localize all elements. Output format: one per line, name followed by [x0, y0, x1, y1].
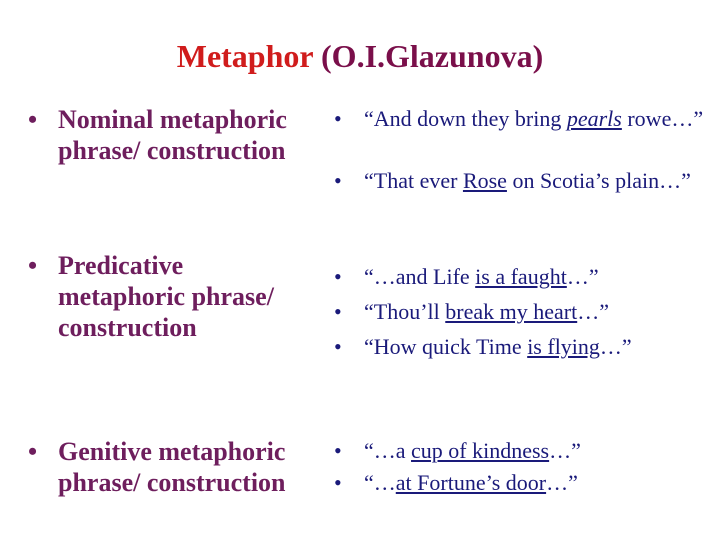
bullet-icon: • [334, 470, 342, 495]
example-post: on Scotia’s plain…” [506, 168, 691, 193]
example-metaphor: is flying [527, 334, 600, 359]
nominal-label-item [28, 104, 328, 166]
predicative-label: Predicative metaphoric phrase/ construction [58, 251, 274, 342]
example-text [334, 297, 704, 326]
bullet-icon: • [334, 438, 342, 463]
nominal-example-1 [334, 104, 704, 133]
example-pre: “How quick Time [364, 334, 528, 359]
example-pre: “… [364, 470, 396, 495]
example-metaphor: is a faught [475, 264, 567, 289]
slide-title [0, 36, 720, 76]
genitive-example-2 [334, 468, 704, 497]
example-text [334, 332, 704, 361]
genitive-example-1 [334, 436, 704, 465]
bullet-icon: • [334, 299, 342, 324]
example-post: …” [546, 470, 578, 495]
example-text [334, 104, 704, 133]
example-text [334, 166, 704, 195]
nominal-label: Nominal metaphoric phrase/ construction [58, 105, 287, 165]
example-text [334, 262, 704, 291]
example-pre: “…a [364, 438, 412, 463]
example-metaphor: at Fortune’s door [395, 470, 547, 495]
example-text [334, 436, 704, 465]
example-pre: “Thou’ll [364, 299, 446, 324]
example-post: rowe…” [621, 106, 704, 131]
example-pre: “That ever [364, 168, 463, 193]
bullet-icon: • [334, 168, 342, 193]
example-post: …” [599, 334, 632, 359]
predicative-example-2 [334, 297, 704, 326]
genitive-label: Genitive metaphoric phrase/ construction [58, 437, 286, 497]
title-author: (O.I.Glazunova) [321, 38, 544, 74]
example-metaphor: Rose [462, 168, 507, 193]
title-main: Metaphor [176, 38, 314, 74]
predicative-example-3 [334, 332, 704, 361]
bullet-icon: • [334, 264, 342, 289]
example-pre: “…and Life [364, 264, 476, 289]
bullet-icon: • [334, 106, 342, 131]
example-pre: “And down they bring [364, 106, 567, 131]
example-metaphor: cup of kindness [411, 438, 550, 463]
bullet-icon: • [28, 437, 38, 466]
genitive-label-item [28, 436, 328, 498]
example-metaphor: pearls [566, 106, 622, 131]
example-metaphor: break my heart [445, 299, 578, 324]
bullet-icon: • [28, 251, 38, 280]
bullet-icon: • [334, 334, 342, 359]
predicative-example-1 [334, 262, 704, 291]
nominal-example-2 [334, 166, 704, 195]
example-post: …” [549, 438, 581, 463]
example-text [334, 468, 704, 497]
bullet-icon: • [28, 105, 38, 134]
example-post: …” [566, 264, 599, 289]
example-post: …” [577, 299, 609, 324]
predicative-label-item [28, 250, 308, 343]
